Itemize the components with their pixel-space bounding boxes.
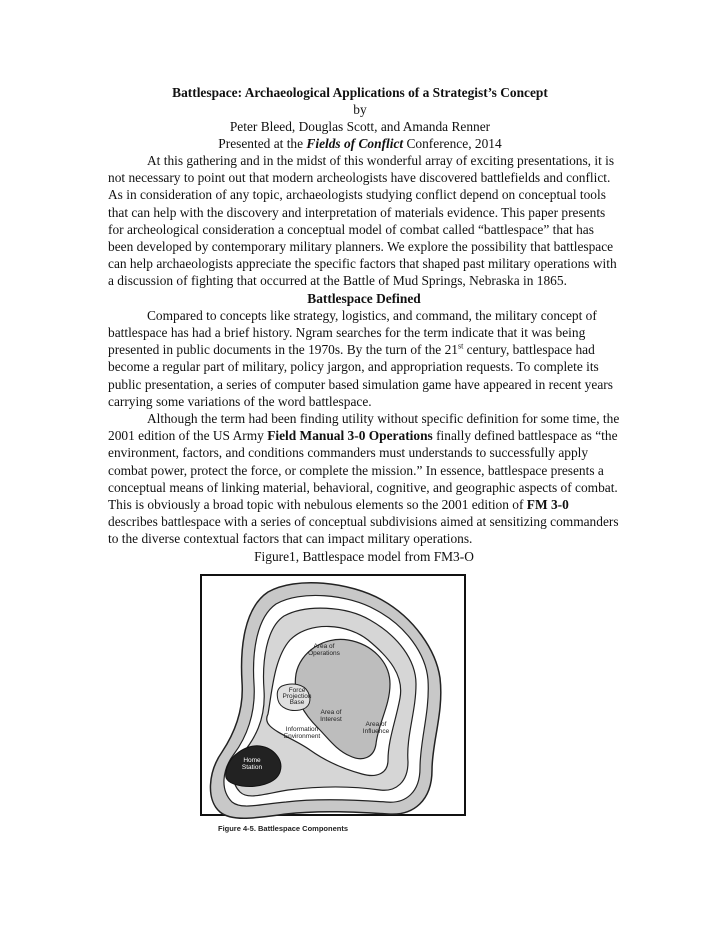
by-line: by bbox=[353, 102, 367, 117]
authors: Peter Bleed, Douglas Scott, and Amanda Renner bbox=[229, 119, 491, 134]
conference-name: Fields of Conflict bbox=[306, 136, 404, 151]
history-text-a: Compared to concepts like strategy, logistics, and command, the military concept of battlespace has had a brief history. Ngram searches for the term indicate that it was being presented in public documents in the 1970s. By the turn of the 21 bbox=[108, 307, 597, 358]
paragraph-intro: At this gathering and in the midst of this wonderful array of exciting presentations, it is not necessary to point out that modern archeologists have discovered battlefields and conflict. As in consideration of any topic, archaeologists studying conflict depend on conceptual tools that can help with the discovery and interpretation of materials evidence. This paper presents for archeological consideration a conceptual model of combat called “battlespace” that has been developed by contemporary military planners. We explore the possibility that battlespace can help archaeologists appreciate the specific factors that shaped past military operations with a discussion of fighting that occurred at the Battle of Mud Springs, Nebraska in 1865. bbox=[108, 153, 617, 289]
label-home-station-2: Station bbox=[241, 764, 263, 771]
label-area-of-interest-2: Interest bbox=[320, 716, 342, 723]
definition-text-b: finally defined battlespace as “the environment, factors, and conditions commanders must understands to successfully apply combat power, protect the force, or complete the mission.” In essence, battlespace presents a conceptual means of linking material, behavioral, cognitive, and geographic aspects of combat. This is obviously a broad topic with nebulous elements so the 2001 edition of bbox=[108, 428, 618, 513]
conference-prefix: Presented at the bbox=[218, 136, 307, 151]
figure-inner-caption: Figure 4-5. Battlespace Components bbox=[217, 824, 349, 833]
paragraph-history bbox=[108, 307, 620, 410]
section-heading: Battlespace Defined bbox=[307, 290, 421, 306]
figure-caption: Figure1, Battlespace model from FM3-O bbox=[254, 548, 474, 564]
label-area-of-influence-2: Influence bbox=[362, 728, 390, 735]
battlespace-diagram bbox=[200, 574, 466, 840]
history-text-b: century, battlespace had become a regular part of military, policy jargon, and appropriation requests. To complete its public presentation, a series of computer based simulation game have appeared in recent years carrying some variations of the word battlespace. bbox=[108, 342, 613, 409]
definition-text-a: Although the term had been finding utility without specific definition for some time, the 2001 edition of the US Army bbox=[108, 411, 620, 444]
conference-line bbox=[0, 135, 720, 152]
label-force-projection-3: Base bbox=[289, 699, 305, 706]
label-force-projection-1: Force bbox=[288, 687, 306, 694]
label-area-of-operations-2: Operations bbox=[308, 650, 340, 657]
label-information-env-2: Environment bbox=[283, 733, 321, 740]
definition-text-c: describes battlespace with a series of conceptual subdivisions aimed at sensitizing commanders to the diverse contextual factors that can impact military operations. bbox=[108, 514, 619, 547]
paragraph-definition bbox=[108, 410, 620, 548]
fm-reference: FM 3-0 bbox=[526, 497, 569, 513]
ordinal-suffix: st bbox=[457, 341, 464, 351]
label-area-of-influence-1: Area of bbox=[365, 721, 387, 728]
battlespace-figure bbox=[200, 574, 466, 840]
label-information-env-1: Information bbox=[285, 726, 319, 733]
conference-suffix: Conference, 2014 bbox=[403, 136, 502, 151]
label-area-of-interest-1: Area of bbox=[320, 709, 342, 716]
field-manual-title: Field Manual 3-0 Operations bbox=[267, 428, 433, 444]
label-area-of-operations-1: Area of bbox=[313, 643, 335, 650]
document-title: Battlespace: Archaeological Applications of a Strategist’s Concept bbox=[172, 85, 548, 100]
label-home-station-1: Home bbox=[243, 757, 261, 764]
body-text bbox=[108, 152, 620, 565]
label-force-projection-2: Projection bbox=[282, 693, 312, 700]
